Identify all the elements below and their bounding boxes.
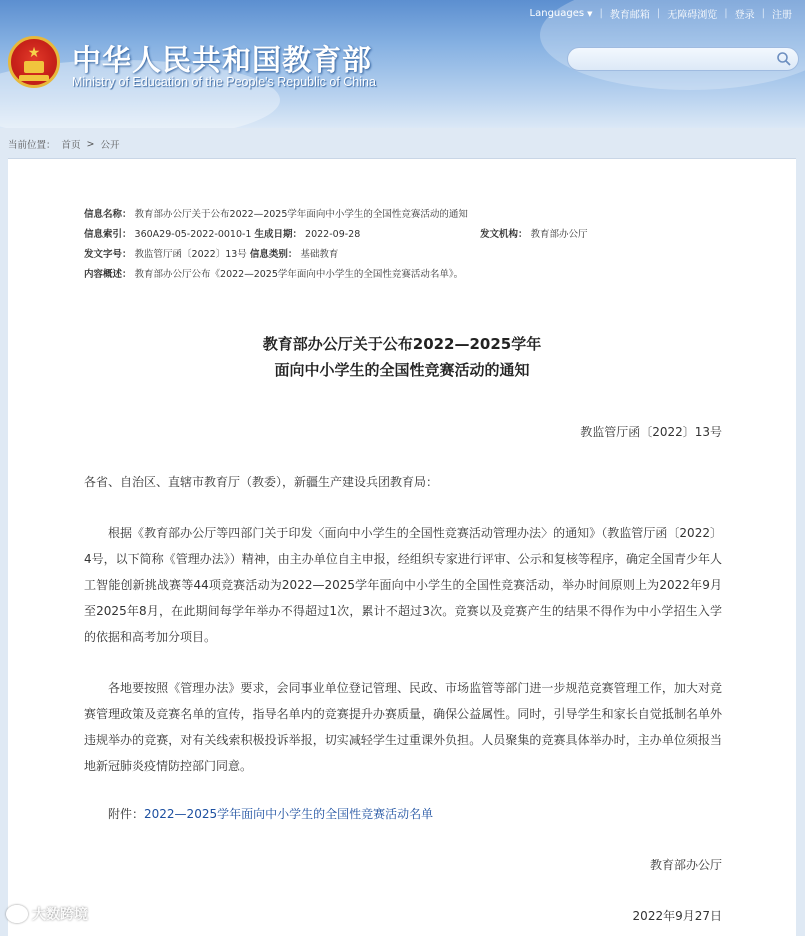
info-date-label: 生成日期：	[254, 229, 303, 240]
watermark	[6, 904, 88, 924]
breadcrumb-current[interactable]: 公开	[100, 140, 120, 151]
info-category-label: 信息类别：	[249, 249, 298, 260]
document-number: 教监管厅函〔2022〕13号	[580, 425, 722, 439]
search-icon[interactable]	[776, 51, 792, 67]
info-summary-value: 教育部办公厅公布《2022—2025学年面向中小学生的全国性竞赛活动名单》。	[134, 269, 464, 280]
breadcrumb-home[interactable]: 首页	[61, 140, 81, 151]
languages-dropdown[interactable]	[523, 8, 600, 19]
info-index-value: 360A29-05-2022-0010-1	[134, 229, 252, 240]
national-emblem-icon: ★	[8, 36, 60, 88]
article-title-line1: 教育部办公厅关于公布2022—2025学年	[262, 335, 542, 353]
site-title[interactable]: 中华人民共和国教育部	[72, 43, 373, 77]
issue-date: 2022年9月27日	[632, 909, 722, 923]
signature: 教育部办公厅	[649, 858, 722, 872]
info-index-label: 信息索引：	[84, 229, 132, 240]
attachment-link[interactable]: 2022—2025学年面向中小学生的全国性竞赛活动名单	[144, 807, 434, 821]
nav-divider: |	[656, 8, 661, 19]
search-input[interactable]	[578, 49, 772, 71]
nav-divider: |	[599, 8, 603, 19]
register-link[interactable]: 注册	[772, 10, 792, 21]
info-org-value: 教育部办公厅	[530, 229, 588, 240]
chevron-down-icon: ▼	[587, 9, 593, 18]
info-org-label: 发文机构：	[480, 229, 528, 240]
article-title-line2: 面向中小学生的全国性竞赛活动的通知	[274, 361, 530, 379]
nav-divider: |	[761, 8, 765, 19]
watermark-logo-icon	[6, 905, 28, 923]
info-date-value: 2022-09-28	[305, 229, 361, 240]
breadcrumb-separator: >	[86, 138, 95, 150]
info-name-label: 信息名称：	[84, 209, 132, 220]
attachment-label: 附件：	[108, 807, 145, 821]
body-paragraph-2: 各地要按照《管理办法》要求，会同事业单位登记管理、民政、市场监管等部门进一步规范竞赛管理工作，加大对竞赛管理政策及竞赛名单的宣传，指导名单内的竞赛提升办赛质量，确保公益属性。同时，引导学生和家长自觉抵制名单外违规举办的竞赛，对有关线索积极投诉举报，切实减轻学生过重课外负担。人员聚集的竞赛具体举办时，主办单位须报当地新冠肺炎疫情防控部门同意。	[84, 681, 722, 773]
content-panel	[8, 158, 796, 936]
attachment	[108, 805, 433, 822]
breadcrumb-prefix: 当前位置：	[8, 140, 56, 151]
addressee: 各省、自治区、直辖市教育厅（教委），新疆生产建设兵团教育局：	[84, 475, 439, 489]
info-metadata	[84, 205, 588, 285]
site-header	[0, 0, 805, 128]
login-link[interactable]: 登录	[734, 10, 755, 21]
info-summary-label: 内容概述：	[84, 269, 132, 280]
info-category-value: 基础教育	[300, 249, 339, 260]
info-docnum-label: 发文字号：	[84, 249, 132, 260]
breadcrumb	[8, 137, 120, 151]
body-paragraph-1: 根据《教育部办公厅等四部门关于印发〈面向中小学生的全国性竞赛活动管理办法〉的通知》（教监管厅函〔2022〕4号，以下简称《管理办法》）精神，由主办单位自主申报，经组织专家进行评审、公示和复核等程序，确定全国青少年人工智能创新挑战赛等44项竞赛活动为2022—2025学年面向中小学生的全国性竞赛活动，举办时间原则上为2022年9月至2025年8月，在此期间每学年举办不得超过1次，累计不超过3次。竞赛以及竞赛产生的结果不得作为中小学招生入学的依据和高考加分项目。	[84, 526, 722, 644]
accessibility-link[interactable]: 无障碍浏览	[667, 10, 718, 21]
site-subtitle: Ministry of Education of the People's Republic of China	[72, 75, 376, 89]
article-title	[8, 331, 796, 383]
search-box	[567, 47, 799, 71]
email-link[interactable]: 教育邮箱	[609, 10, 650, 21]
languages-label: Languages	[529, 8, 585, 19]
info-name-value: 教育部办公厅关于公布2022—2025学年面向中小学生的全国性竞赛活动的通知	[134, 209, 468, 220]
top-nav	[523, 6, 799, 21]
watermark-text: 大数跨境	[32, 907, 88, 923]
info-docnum-value: 教监管厅函〔2022〕13号	[134, 249, 247, 260]
nav-divider: |	[724, 8, 728, 19]
